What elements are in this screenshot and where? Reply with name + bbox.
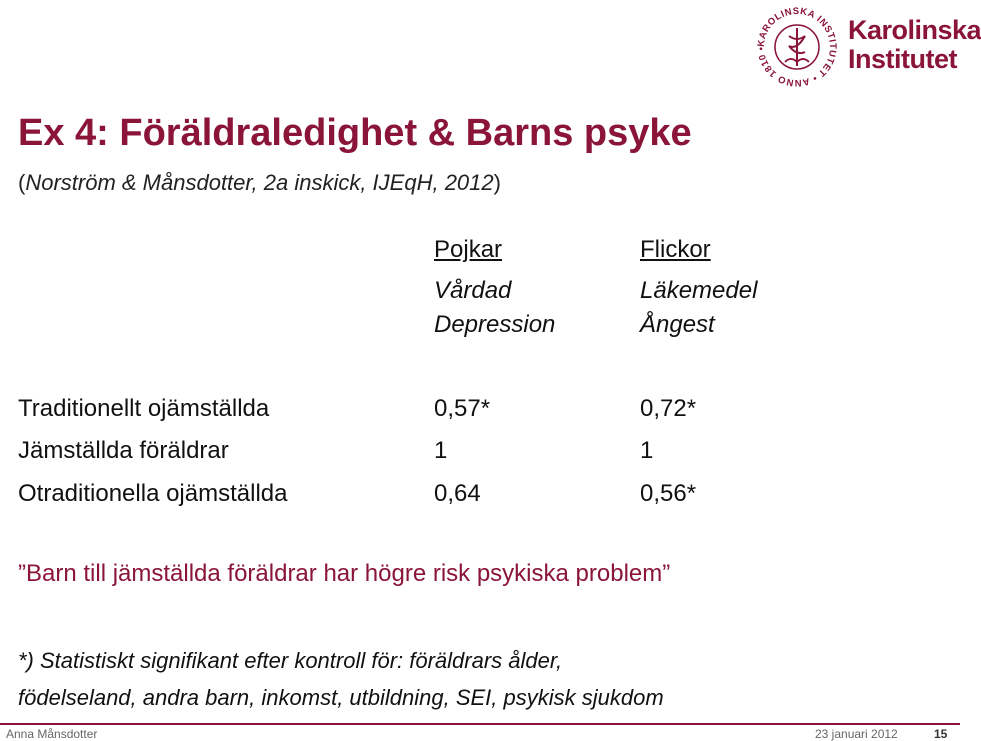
- cell-flickor: 1: [640, 437, 654, 464]
- cell-pojkar: 0,57*: [434, 395, 491, 422]
- footer-author: Anna Månsdotter: [6, 727, 98, 741]
- wordmark-line-1: Karolinska: [848, 15, 981, 45]
- slide-subtitle: [18, 170, 501, 196]
- cell-flickor: 0,72*: [640, 395, 697, 422]
- wordmark: [848, 16, 981, 74]
- column-measure-line-2: Ångest: [640, 311, 715, 338]
- column-measure-line-1: Läkemedel: [640, 277, 758, 304]
- footnote-line-2: födelseland, andra barn, inkomst, utbildning, SEI, psykisk sjukdom: [18, 685, 664, 710]
- cell-pojkar: 0,64: [434, 480, 481, 507]
- column-header-flickor: [640, 236, 757, 342]
- cell-flickor: 0,56*: [640, 480, 697, 507]
- column-group-label: Pojkar: [434, 236, 503, 263]
- slide-title: Ex 4: Föräldraledighet & Barns psyke: [18, 112, 692, 154]
- institution-logo: [756, 6, 981, 88]
- footnote: [18, 642, 664, 716]
- subtitle-text: Norström & Månsdotter, 2a inskick, IJEqH, 2012: [25, 170, 494, 195]
- subtitle-close-paren: ): [493, 170, 501, 195]
- column-measure-line-1: Vårdad: [434, 277, 512, 304]
- row-label: Traditionellt ojämställda: [18, 395, 270, 422]
- row-label: Jämställda föräldrar: [18, 437, 229, 464]
- seal-text: KAROLINSKA INSTITUTET • ANNO 1810 •: [756, 6, 838, 88]
- subtitle-open-paren: (: [18, 170, 26, 195]
- column-group-label: Flickor: [640, 236, 711, 263]
- cell-pojkar: 1: [434, 437, 448, 464]
- column-measure-line-2: Depression: [434, 311, 556, 338]
- quote-text: ”Barn till jämställda föräldrar har högre risk psykiska problem”: [18, 560, 671, 587]
- footer-divider: [0, 723, 960, 725]
- footnote-line-1: *) Statistiskt signifikant efter kontroll för: föräldrars ålder,: [18, 648, 563, 673]
- footer-date: 23 januari 2012: [815, 727, 898, 741]
- column-header-pojkar: [434, 236, 555, 342]
- seal-icon: [756, 6, 838, 88]
- row-label: Otraditionella ojämställda: [18, 480, 288, 507]
- footer-page-number: 15: [934, 727, 948, 741]
- wordmark-line-2: Institutet: [848, 44, 957, 74]
